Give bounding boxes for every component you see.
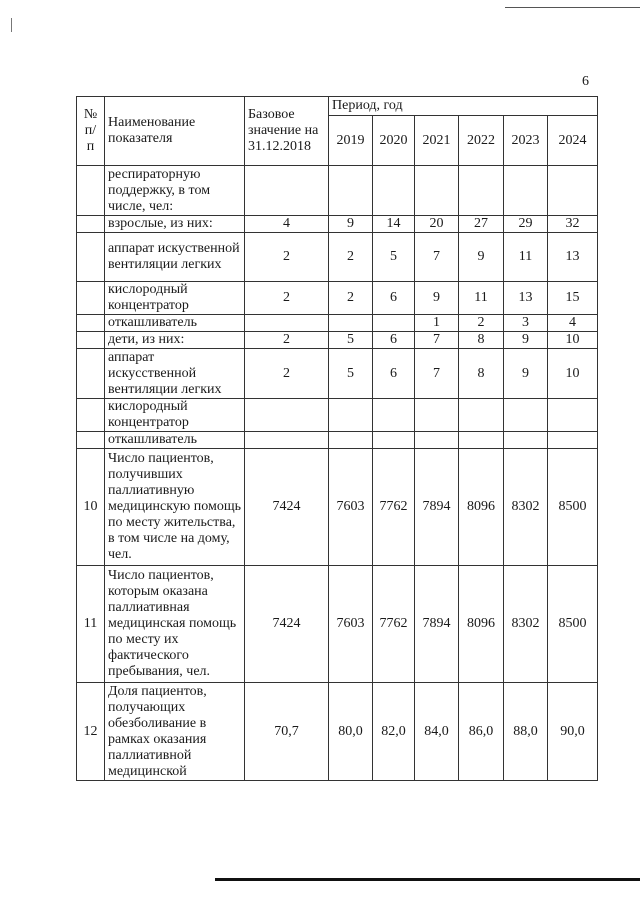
scan-tick-mark: [11, 18, 12, 32]
year-value: 6: [373, 282, 415, 315]
indicator-name: откашливатель: [105, 315, 245, 332]
year-value: [373, 399, 415, 432]
year-value: [373, 166, 415, 216]
row-number: [77, 399, 105, 432]
base-value: [245, 166, 329, 216]
year-value: 7603: [329, 449, 373, 566]
year-value: 82,0: [373, 683, 415, 781]
header-year: 2019: [329, 116, 373, 166]
year-value: 8096: [459, 566, 504, 683]
header-base: [245, 97, 329, 166]
year-value: 9: [415, 282, 459, 315]
year-value: 8500: [548, 449, 598, 566]
base-value: 2: [245, 332, 329, 349]
table-row: [77, 233, 598, 282]
year-value: 7603: [329, 566, 373, 683]
year-value: 7: [415, 332, 459, 349]
year-value: 10: [548, 349, 598, 399]
row-number: 11: [77, 566, 105, 683]
year-value: 9: [329, 216, 373, 233]
year-value: 90,0: [548, 683, 598, 781]
indicator-name: кислородный концентратор: [105, 282, 245, 315]
year-value: [459, 166, 504, 216]
year-value: 15: [548, 282, 598, 315]
year-value: [459, 432, 504, 449]
scan-line-bottom: [215, 878, 640, 881]
page-number: 6: [582, 74, 589, 89]
table-row: [77, 566, 598, 683]
table-row: [77, 216, 598, 233]
year-value: 8: [459, 332, 504, 349]
header-name-text: Наименование показателя: [108, 115, 196, 146]
year-value: 9: [459, 233, 504, 282]
header-period: [329, 97, 598, 116]
table-row: [77, 315, 598, 332]
indicator-name: Число пациентов, получивших паллиативную медицинскую помощь по месту жительства, в том числе на дому, чел.: [105, 449, 245, 566]
table-row: [77, 399, 598, 432]
indicator-name: дети, из них:: [105, 332, 245, 349]
year-value: [548, 432, 598, 449]
year-value: 80,0: [329, 683, 373, 781]
year-value: 5: [373, 233, 415, 282]
year-value: 4: [548, 315, 598, 332]
year-value: 13: [504, 282, 548, 315]
year-value: 27: [459, 216, 504, 233]
table-row: [77, 166, 598, 216]
year-value: [329, 432, 373, 449]
indicator-name: Число пациентов, которым оказана паллиативная медицинская помощь по месту их фактического пребывания, чел.: [105, 566, 245, 683]
table-row: [77, 432, 598, 449]
year-value: [329, 166, 373, 216]
year-value: 5: [329, 349, 373, 399]
header-period-text: Период, год: [332, 98, 403, 113]
base-value: 7424: [245, 566, 329, 683]
indicator-name: Доля пациентов, получающих обезболивание в рамках оказания паллиативной медицинской: [105, 683, 245, 781]
row-number: [77, 432, 105, 449]
year-value: 8302: [504, 449, 548, 566]
base-value: [245, 432, 329, 449]
header-num-text: № п/ п: [83, 107, 98, 154]
year-value: 6: [373, 349, 415, 399]
year-value: 2: [329, 233, 373, 282]
header-base-text: Базовое значение на 31.12.2018: [248, 107, 319, 154]
year-value: 86,0: [459, 683, 504, 781]
table-row: [77, 683, 598, 781]
year-value: [504, 432, 548, 449]
table-row: [77, 332, 598, 349]
year-value: 14: [373, 216, 415, 233]
base-value: 2: [245, 282, 329, 315]
year-value: [329, 315, 373, 332]
header-row-1: [77, 97, 598, 116]
year-value: [373, 315, 415, 332]
indicator-name: взрослые, из них:: [105, 216, 245, 233]
row-number: [77, 282, 105, 315]
year-value: 84,0: [415, 683, 459, 781]
row-number: 10: [77, 449, 105, 566]
year-value: 7: [415, 233, 459, 282]
base-value: 2: [245, 233, 329, 282]
row-number: [77, 332, 105, 349]
row-number: [77, 349, 105, 399]
year-value: 2: [459, 315, 504, 332]
indicator-name: кислородный концентратор: [105, 399, 245, 432]
base-value: [245, 399, 329, 432]
year-value: 7894: [415, 449, 459, 566]
year-value: 20: [415, 216, 459, 233]
row-number: [77, 315, 105, 332]
table-row: [77, 449, 598, 566]
header-year: 2020: [373, 116, 415, 166]
row-number: 12: [77, 683, 105, 781]
year-value: 10: [548, 332, 598, 349]
indicator-name: аппарат искусственной вентиляции легких: [105, 349, 245, 399]
header-year: 2024: [548, 116, 598, 166]
indicator-name: откашливатель: [105, 432, 245, 449]
row-number: [77, 216, 105, 233]
header-year: 2021: [415, 116, 459, 166]
header-num: [77, 97, 105, 166]
header-year: 2023: [504, 116, 548, 166]
base-value: [245, 315, 329, 332]
year-value: 88,0: [504, 683, 548, 781]
year-value: [548, 166, 598, 216]
year-value: 29: [504, 216, 548, 233]
year-value: [415, 432, 459, 449]
year-value: 1: [415, 315, 459, 332]
indicator-name: респираторную поддержку, в том числе, чел:: [105, 166, 245, 216]
indicator-table: [76, 96, 598, 781]
year-value: 32: [548, 216, 598, 233]
year-value: 8: [459, 349, 504, 399]
year-value: [504, 399, 548, 432]
year-value: 7894: [415, 566, 459, 683]
header-name: [105, 97, 245, 166]
year-value: 7762: [373, 566, 415, 683]
table-row: [77, 349, 598, 399]
row-number: [77, 166, 105, 216]
year-value: [373, 432, 415, 449]
base-value: 7424: [245, 449, 329, 566]
year-value: 9: [504, 332, 548, 349]
year-value: [415, 166, 459, 216]
year-value: 8302: [504, 566, 548, 683]
year-value: [415, 399, 459, 432]
base-value: 2: [245, 349, 329, 399]
year-value: [504, 166, 548, 216]
row-number: [77, 233, 105, 282]
year-value: [459, 399, 504, 432]
year-value: [329, 399, 373, 432]
indicator-name: аппарат искуственной вентиляции легких: [105, 233, 245, 282]
year-value: 9: [504, 349, 548, 399]
year-value: 2: [329, 282, 373, 315]
scan-line-top: [505, 7, 640, 8]
year-value: 8096: [459, 449, 504, 566]
header-year: 2022: [459, 116, 504, 166]
year-value: 11: [504, 233, 548, 282]
year-value: 7762: [373, 449, 415, 566]
base-value: 70,7: [245, 683, 329, 781]
year-value: 13: [548, 233, 598, 282]
year-value: 8500: [548, 566, 598, 683]
year-value: 11: [459, 282, 504, 315]
base-value: 4: [245, 216, 329, 233]
year-value: 5: [329, 332, 373, 349]
year-value: 7: [415, 349, 459, 399]
year-value: [548, 399, 598, 432]
year-value: 3: [504, 315, 548, 332]
year-value: 6: [373, 332, 415, 349]
table-row: [77, 282, 598, 315]
